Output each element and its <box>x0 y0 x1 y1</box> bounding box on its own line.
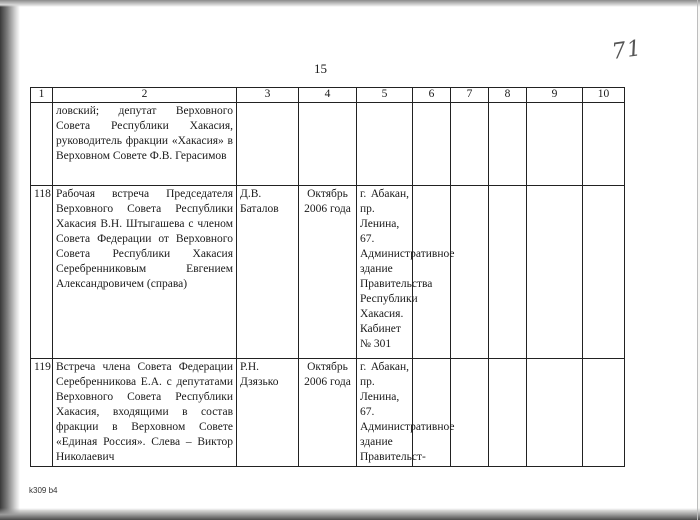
empty-cell <box>527 359 583 467</box>
footer-code: k309 b4 <box>29 486 58 495</box>
row-number: 119 <box>31 359 53 467</box>
scan-bottom-shadow <box>0 508 700 520</box>
column-header: 2 <box>53 88 237 103</box>
photo-place <box>357 103 413 186</box>
empty-cell <box>451 103 489 186</box>
row-number <box>31 103 53 186</box>
photo-description: Встреча члена Совета Федерации Серебренникова Е.А. с депутатами Верховного Совета Республики Хакасия, входящими в состав фракции в Верховном Совете «Единая Россия». Слева – Виктор Николаевич <box>53 359 237 467</box>
archive-sheet-number: 71 <box>610 36 644 65</box>
empty-cell <box>527 186 583 359</box>
page-number: 15 <box>314 61 327 76</box>
photo-date: Октябрь 2006 года <box>299 359 357 467</box>
empty-cell <box>451 186 489 359</box>
register-table <box>30 87 625 467</box>
column-header: 6 <box>413 88 451 103</box>
column-header: 1 <box>31 88 53 103</box>
empty-cell <box>583 103 625 186</box>
empty-cell <box>489 186 527 359</box>
page-edge <box>697 0 698 520</box>
empty-cell <box>583 186 625 359</box>
empty-cell <box>489 103 527 186</box>
empty-cell <box>413 103 451 186</box>
empty-cell <box>413 186 451 359</box>
empty-cell <box>527 103 583 186</box>
table-header-row <box>31 88 625 103</box>
empty-cell <box>583 359 625 467</box>
table-row <box>31 186 625 359</box>
table-row <box>31 359 625 467</box>
photo-author: Д.В. Баталов <box>237 186 299 359</box>
column-header: 3 <box>237 88 299 103</box>
column-header: 10 <box>583 88 625 103</box>
photo-description: ловский; депутат Верховного Совета Республики Хакасия, руководитель фракции «Хакасия» в Верховном Совете Ф.В. Герасимов <box>53 103 237 186</box>
scan-top-shadow <box>0 0 700 7</box>
table-row <box>31 103 625 186</box>
photo-author: Р.Н. Дзязько <box>237 359 299 467</box>
scan-left-shadow <box>0 0 20 520</box>
photo-author <box>237 103 299 186</box>
column-header: 8 <box>489 88 527 103</box>
row-number: 118 <box>31 186 53 359</box>
photo-date <box>299 103 357 186</box>
column-header: 5 <box>357 88 413 103</box>
empty-cell <box>451 359 489 467</box>
column-header: 7 <box>451 88 489 103</box>
photo-date: Октябрь 2006 года <box>299 186 357 359</box>
photo-place: г. Абакан, пр. Ленина, 67. Административное здание Правительства Республики Хакасия. Кабинет № 301 <box>357 186 413 359</box>
column-header: 9 <box>527 88 583 103</box>
column-header: 4 <box>299 88 357 103</box>
empty-cell <box>489 359 527 467</box>
photo-description: Рабочая встреча Председателя Верховного Совета Республики Хакасия В.Н. Штыгашева с членом Совета Федерации от Верховного Совета Республики Хакасия Серебренниковым Евгением Александровичем (справа) <box>53 186 237 359</box>
photo-place: г. Абакан, пр. Ленина, 67. Административное здание Правительст- <box>357 359 413 467</box>
